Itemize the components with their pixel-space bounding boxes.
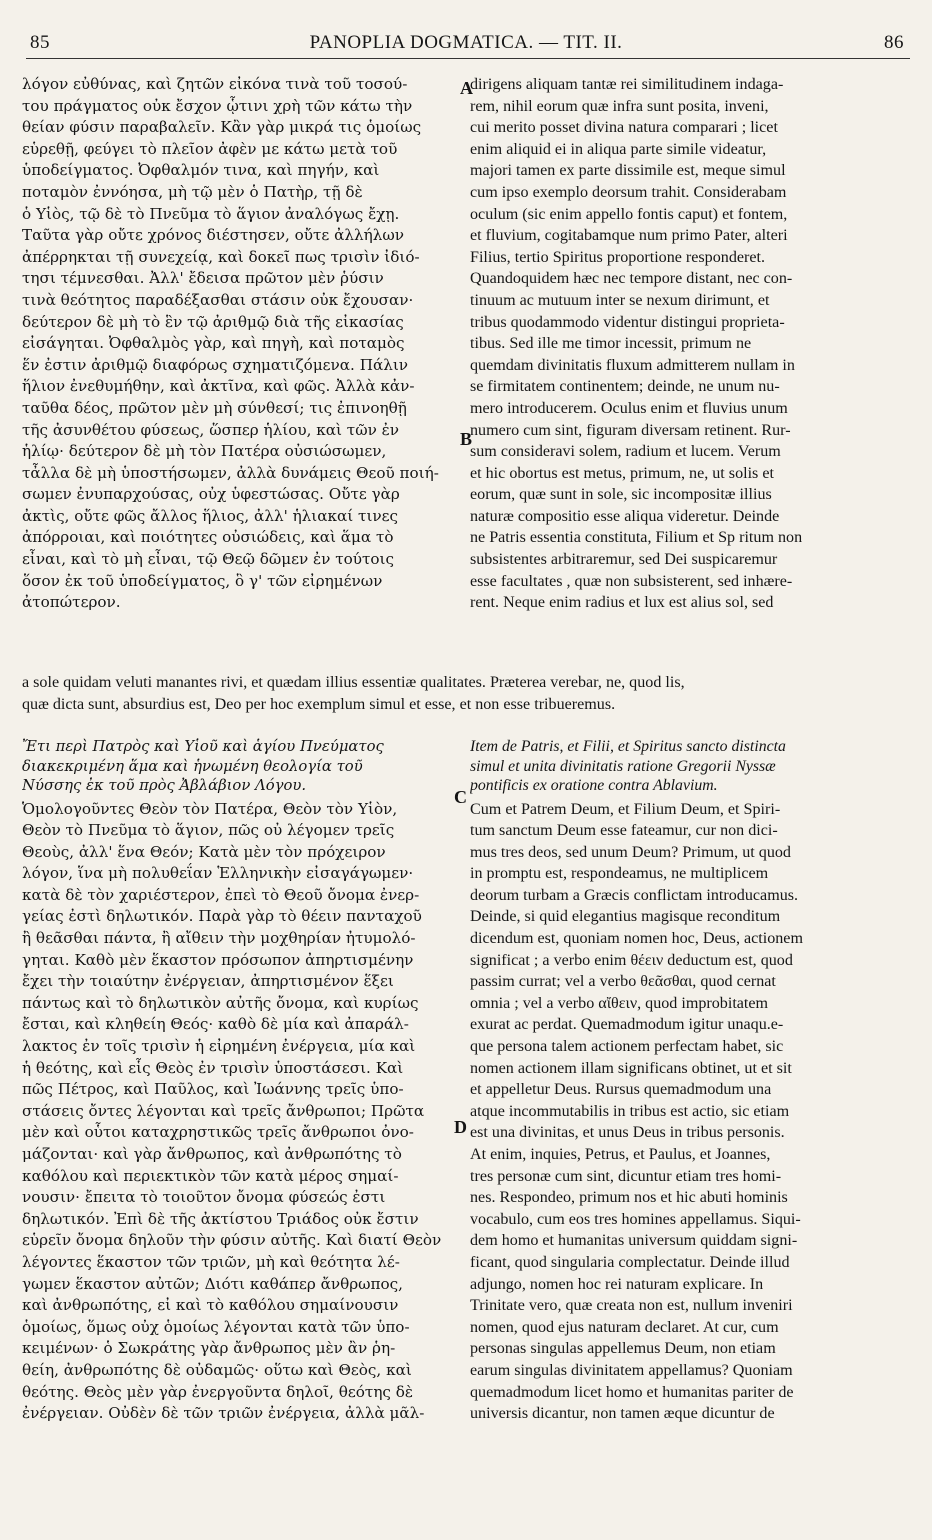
greek-text-line: τησι τέμνεσθαι. Ἀλλ' ἔδεισα πρῶτον μὲν ῥύσιν: [22, 269, 384, 288]
greek-text-line: ἡλίῳ· δεύτερον δὲ μὴ τὸν Πατέρα οὐσιώσωμεν,: [22, 442, 387, 461]
greek-text-line: Ὁμολογοῦντες Θεὸν τὸν Πατέρα, Θεὸν τὸν Υἱὸν,: [22, 799, 398, 818]
latin-text-line: nomen actionem illam significans obtinet, ut et sit: [470, 1059, 792, 1077]
running-title: PANOPLIA DOGMATICA. — TIT. II.: [309, 32, 623, 53]
margin-marker-c: C: [454, 787, 467, 807]
greek-text-line: γείας ἐστὶ δηλωτικόν. Παρὰ γὰρ τὸ θέειν πανταχοῦ: [22, 907, 422, 926]
greek-text-line: γηται. Καθὸ μὲν ἕκαστον πρόσωπον ἀπηρτισμένην: [22, 950, 414, 969]
latin-text-line: esse facultates , quæ non subsisterent, sed inhære-: [470, 572, 793, 590]
greek-text-line: Θεοὺς, ἀλλ' ἕνα Θεόν; Κατὰ μὲν τὸν πρόχειρον: [22, 842, 386, 861]
greek-text-line: ἔχει τὴν τοιαύτην ἐνέργειαν, ἀπηρτισμένον ἕξει: [22, 972, 394, 991]
greek-text-line: ὁ Υἱὸς, τῷ δὲ τὸ Πνεῦμα τὸ ἅγιον ἀναλόγως ἔχῃ.: [22, 204, 400, 223]
greek-heading-line: Ἔτι περὶ Πατρὸς καὶ Υἱοῦ καὶ ἁγίου Πνεύματος: [22, 738, 384, 755]
latin-text-line: est una divinitas, et unus Deus in tribus personis.: [470, 1124, 785, 1142]
greek-text-line: τῆς ἀσυνθέτου φύσεως, ὥσπερ ἡλίου, καὶ τῶν ἐν: [22, 420, 400, 439]
greek-text-line: Θεὸν τὸ Πνεῦμα τὸ ἅγιον, πῶς οὐ λέγομεν τρεῖς: [22, 821, 395, 840]
greek-text-line: κειμένων· ὁ Σωκράτης γὰρ ἄνθρωπος μὲν ἂν ῥη-: [22, 1339, 396, 1358]
greek-text-line: στάσεις ὄντες λέγονται καὶ τρεῖς ἄνθρωποι; Πρῶτα: [22, 1101, 425, 1120]
greek-text-line: ταῦθα δέος, πρῶτον μὲν μὴ σύνθεσί; τις ἐπινοηθῇ: [22, 398, 407, 417]
latin-text-line: tribus quodammodo videntur distingui proprieta-: [470, 313, 785, 331]
latin-text-line: quemdam divinitatis fluxum admitterem nullam in: [470, 356, 795, 374]
latin-text-line: oculum (sic enim appello fontis caput) et fontem,: [470, 205, 788, 223]
latin-text-line: dirigens aliquam tantæ rei similitudinem indaga-: [470, 76, 784, 93]
latin-text-line: se firmitatem continentem; deinde, ne unum nu-: [470, 378, 780, 396]
greek-column-2: [22, 737, 462, 1425]
greek-text-line: λακτος ἐν τοῖς τρισὶν ἡ εἰρημένη ἐνέργεια, μία καὶ: [22, 1037, 416, 1056]
greek-text-line: τινὰ θεότητος παραδέξασθαι στάσιν οὐκ ἔχουσαν·: [22, 290, 414, 309]
latin-text-line: quemadmodum licet homo et humanitas pariter de: [470, 1383, 794, 1401]
greek-text-line: θεότης. Θεὸς μὲν γὰρ ἐνεργοῦντα δηλοῖ, θεότης δὲ: [22, 1382, 414, 1401]
greek-text-line: ἡ θεότης, καὶ εἷς Θεὸς ἐν τρισὶν ὑποστάσεσι. Καὶ: [22, 1058, 404, 1077]
greek-text-line: ἀτοπώτερον.: [22, 593, 121, 612]
latin-heading-line: simul et unita divinitatis ratione Gregorii Nyssæ: [470, 757, 776, 775]
greek-text-line: του πράγματος οὐκ ἔσχον ᾧτινι χρὴ τῶν κάτω τὴν: [22, 96, 413, 115]
greek-text-line: γωμεν ἕκαστον αὐτῶν; Διότι καθάπερ ἄνθρωπος,: [22, 1274, 403, 1293]
greek-text-line: καθόλου καὶ περιεκτικὸν τῶν κατὰ μέρος σημαί-: [22, 1166, 399, 1185]
greek-text-line: μάζονται· καὶ γὰρ ἄνθρωπος, καὶ ἀνθρωπότης τὸ: [22, 1145, 402, 1163]
greek-text-line: Ταῦτα γὰρ οὔτε χρόνος διέστησεν, οὔτε ἀλλήλων: [22, 226, 404, 245]
latin-text-line: et fluvium, cogitabamque num primo Pater, alteri: [470, 227, 788, 245]
page-number-left: 85: [30, 32, 50, 53]
latin-text-line: sum consideravi solem, radium et lucem. Verum: [470, 443, 781, 461]
greek-text-line: ὅσον ἐκ τοῦ ὑποδείγματος, ὃ γ' τῶν εἰρημένων: [22, 571, 383, 590]
greek-heading-line: Νύσσης ἐκ τοῦ πρὸς Ἀβλάβιον Λόγου.: [22, 777, 307, 794]
latin-text-line: cum ipso exemplo deorsum trahit. Considerabam: [470, 183, 787, 201]
latin-text-line: Trinitate vero, quæ creata non est, nullum inveniri: [470, 1297, 793, 1315]
greek-text-line: ἥλιον ἐνεθυμήθην, καὶ ἀκτῖνα, καὶ φῶς. Ἀλλὰ κἀν-: [22, 377, 415, 396]
latin-text-line: Cum et Patrem Deum, et Filium Deum, et Spiri-: [470, 800, 781, 818]
greek-text-line: σωμεν ἐνυπαρχούσας, οὐχ ὑφεστώσας. Οὔτε γὰρ: [22, 485, 400, 504]
latin-column-1: [470, 74, 910, 614]
latin-text-line: tres personæ cum sint, dicuntur etiam tres homi-: [470, 1167, 782, 1185]
latin-heading-line: pontificis ex oratione contra Ablavium.: [470, 777, 718, 794]
margin-marker-a: A: [460, 78, 473, 98]
greek-heading-line: διακεκριμένη ἅμα καὶ ἡνωμένη θεολογία τοῦ: [22, 757, 363, 775]
greek-text-line: εὑρεῖν ὄνομα δηλοῦν τὴν φύσιν αὐτῆς. Καὶ διατί Θεὸν: [22, 1231, 442, 1250]
greek-text-line: δεύτερον δὲ μὴ τὸ ἓν τῷ ἀριθμῷ διὰ τῆς εἰκασίας: [22, 312, 404, 331]
latin-text-line: Filius, tertio Spiritus proportione responderet.: [470, 248, 766, 266]
greek-text-line: λέγοντες ἕκαστον τῶν τριῶν, μὴ καὶ θεότητα λέ-: [22, 1252, 400, 1271]
latin-text-line: numero cum sint, figuram diversam retinent. Rur-: [470, 421, 791, 439]
greek-text-line: νουσιν· ἔπειτα τὸ τοιοῦτον ὄνομα φύσεώς ἐστι: [22, 1188, 386, 1207]
header-rule: [26, 58, 910, 59]
latin-text-line: tibus. Sed ille me timor incessit, primum ne: [470, 335, 752, 353]
greek-text-line: ὑποδείγματος. Ὀφθαλμόν τινα, καὶ πηγήν, καὶ: [22, 161, 380, 180]
latin-text-line: atque incommutabilis in tribus est actio, sic etiam: [470, 1102, 790, 1120]
latin-text-line: Deinde, si quid elegantius magisque reconditum: [470, 908, 781, 926]
greek-text-line: θείη, ἀνθρωπότης δὲ οὐδαμῶς· οὕτω καὶ Θεὸς, καὶ: [22, 1360, 412, 1379]
latin-text-line: majori tamen ex parte dissimile est, meque simul: [470, 162, 786, 180]
page-number-right: 86: [884, 32, 904, 53]
greek-text-line: τἆλλα δὲ μὴ ὑποστήσωμεν, ἀλλὰ δυνάμεις Θεοῦ ποιή-: [22, 463, 439, 482]
latin-text-line: ficant, quod singularia complectatur. Deinde illud: [470, 1253, 790, 1271]
greek-text-line: ἕν ἐστιν ἀριθμῷ διαφόρως σχηματιζόμενα. Πάλιν: [22, 355, 409, 374]
latin-text-line: At enim, inquies, Petrus, et Paulus, et Joannes,: [470, 1146, 771, 1163]
margin-marker-b: B: [460, 429, 473, 449]
page: [22, 12, 910, 1532]
latin-text-line: in promptu est, respondeamus, ne multiplicem: [470, 865, 769, 883]
latin-column-2: [470, 737, 910, 1425]
greek-text-line: ὁμοίως, ὅμως οὐχ ὁμοίως λέγονται κατὰ τῶν ὑπο-: [22, 1317, 410, 1336]
greek-text-line: πάντως καὶ τὸ δηλωτικὸν αὐτῆς ὄνομα, καὶ κυρίως: [22, 993, 419, 1012]
latin-text-line: rent. Neque enim radius et lux est alius sol, sed: [470, 594, 774, 612]
greek-text-line: καὶ ἀνθρωπότης, εἰ καὶ τὸ καθόλου σημαίνουσιν: [22, 1296, 399, 1315]
greek-text-line: λόγον εὐθύνας, καὶ ζητῶν εἰκόνα τινὰ τοῦ τοσού-: [22, 75, 408, 93]
latin-text-line: tinuum ac mutuum inter se nexum dirimunt, et: [470, 291, 770, 309]
latin-text-line: rem, nihil eorum quæ infra sunt posita, inveni,: [470, 97, 769, 115]
greek-column-1: [22, 74, 462, 614]
greek-text-line: ἀπόρροιαι, καὶ ποιότητες οὐσιώδεις, καὶ ἅμα τὸ: [22, 528, 394, 547]
latin-text-line: adjungo, nomen hoc rei naturam explicare. In: [470, 1275, 764, 1293]
latin-text-line: mero introducerem. Oculus enim et fluvius unum: [470, 399, 788, 417]
greek-text-line: ἀκτὶς, οὔτε φῶς ἄλλος ἥλιος, ἀλλ' ἡλιακαί τινες: [22, 506, 399, 525]
latin-text-line: universis dicantur, non tamen æque dicuntur de: [470, 1405, 775, 1423]
full-width-line-1: a sole quidam veluti manantes rivi, et quædam illius essentiæ qualitates. Præterea verebar, ne, quod lis,: [22, 674, 685, 691]
latin-text-line: passim currat; vel a verbo θεᾶσθαι, quod cernat: [470, 973, 776, 991]
latin-text-line: nes. Respondeo, primum nos et hic abuti hominis: [470, 1189, 788, 1207]
greek-text-line: θείαν φύσιν παραβαλεῖν. Κἂν γὰρ μικρά τις ὁμοίως: [22, 118, 422, 137]
greek-text-line: εἰσάγηται. Ὀφθαλμὸς γὰρ, καὶ πηγὴ, καὶ ποταμὸς: [22, 334, 405, 353]
latin-text-line: ne Patris essentia constituta, Filium et Sp ritum non: [470, 529, 803, 547]
latin-text-line: et hic obortus est metus, primum, ne, ut solis et: [470, 464, 774, 482]
greek-text-line: ἀπέρρηκται τῇ συνεχείᾳ, καὶ δοκεῖ πως τρισὶν ἰδιό-: [22, 247, 420, 266]
greek-section-heading: [22, 737, 462, 796]
section-1: [22, 74, 910, 614]
latin-text-line: deorum turbam a Græcis conflictam introducamus.: [470, 886, 799, 904]
greek-text-line: εὑρεθῇ, φεύγει τὸ πλεῖον ἀφὲν με κάτω μετὰ τοῦ: [22, 139, 398, 158]
latin-text-line: significat ; a verbo enim θέειν deductum est, quod: [470, 951, 793, 969]
greek-text-line: ποταμὸν ἐννόησα, μὴ τῷ μὲν ὁ Πατὴρ, τῇ δὲ: [22, 182, 363, 201]
latin-text-line: enim aliquid ei in aliqua parte simile videatur,: [470, 140, 767, 158]
greek-body-2: [22, 799, 462, 1425]
section-2: [22, 737, 910, 1425]
latin-text-line: dem homo et humanitas universum quiddam signi-: [470, 1232, 798, 1250]
latin-body-2: [470, 799, 910, 1425]
latin-text-line: Quandoquidem hæc nec tempore distant, nec con-: [470, 270, 793, 288]
latin-text-line: eorum, quæ sunt in sole, sic incompositæ illius: [470, 486, 772, 504]
greek-text-line: πῶς Πέτρος, καὶ Παῦλος, καὶ Ἰωάννης τρεῖς ὑπο-: [22, 1080, 404, 1099]
greek-text-line: λόγον, ἵνα μὴ πολυθεΐαν Ἑλληνικὴν εἰσαγάγωμεν·: [22, 864, 414, 883]
latin-text-line: que persona talem actionem perfectam habet, sic: [470, 1038, 784, 1056]
latin-heading-line: Item de Patris, et Filii, et Spiritus sancto distincta: [470, 738, 786, 755]
greek-text-line: εἶναι, καὶ τὸ μὴ εἶναι, τῷ Θεῷ δῶμεν ἐν τούτοις: [22, 550, 395, 569]
full-width-line-2: quæ dicta sunt, absurdius est, Deo per hoc exemplum simul et esse, et non esse tribueremus.: [22, 696, 616, 713]
latin-text-line: mus tres deos, sed unum Deum? Primum, ut quod: [470, 843, 791, 861]
latin-text-line: subsistentes arbitraremur, sed Dei suspicaremur: [470, 551, 778, 569]
latin-text-line: tum sanctum Deum esse fateamur, cur non dici-: [470, 822, 778, 840]
greek-text-line: ἢ θεᾶσθαι πάντα, ἢ αἴθειν τὴν μοχθηρίαν ἠτυμολό-: [22, 929, 416, 948]
latin-section-heading: [470, 737, 910, 796]
latin-text-line: omnia ; vel a verbo αἴθειν, quod improbitatem: [470, 994, 769, 1012]
latin-text-line: dicendum est, quoniam nomen hoc, Deus, actionem: [470, 930, 803, 948]
latin-text-line: exurat ac perdat. Quemadmodum igitur unaqu.e-: [470, 1016, 784, 1034]
latin-text-line: personas singulas appellemus Deum, non etiam: [470, 1340, 776, 1358]
latin-text-line: vocabulo, cum eos tres homines appellamus. Siqui-: [470, 1210, 801, 1228]
latin-text-line: nomen, quod ejus naturam declaret. At cur, cum: [470, 1318, 779, 1336]
page-header: [22, 12, 910, 53]
latin-text-line: naturæ compositio esse aliqua videretur. Deinde: [470, 507, 780, 525]
latin-text-line: et appelletur Deus. Rursus quemadmodum una: [470, 1081, 772, 1099]
margin-marker-d: D: [454, 1117, 467, 1137]
greek-text-line: ἐνέργειαν. Οὐδὲν δὲ τῶν τριῶν ἐνέργεια, ἀλλὰ μᾶλ-: [22, 1404, 425, 1423]
latin-text-line: cui merito posset divina natura comparari ; licet: [470, 119, 778, 137]
latin-text-line: earum singulas divinitatem appellamus? Quoniam: [470, 1361, 793, 1379]
greek-text-line: κατὰ δὲ τὸν χαριέστερον, ἐπεὶ τὸ Θεοῦ ὄνομα ἐνερ-: [22, 885, 420, 904]
greek-text-line: ἔσται, καὶ κληθείη Θεός· καθὸ δὲ μία καὶ ἀπαράλ-: [22, 1015, 409, 1034]
greek-text-line: δηλωτικόν. Ἐπὶ δὲ τῆς ἀκτίστου Τριάδος οὐκ ἔστιν: [22, 1209, 419, 1228]
greek-text-line: μὲν καὶ οὗτοι καταχρηστικῶς τρεῖς ἄνθρωποι ὀνο-: [22, 1123, 414, 1142]
